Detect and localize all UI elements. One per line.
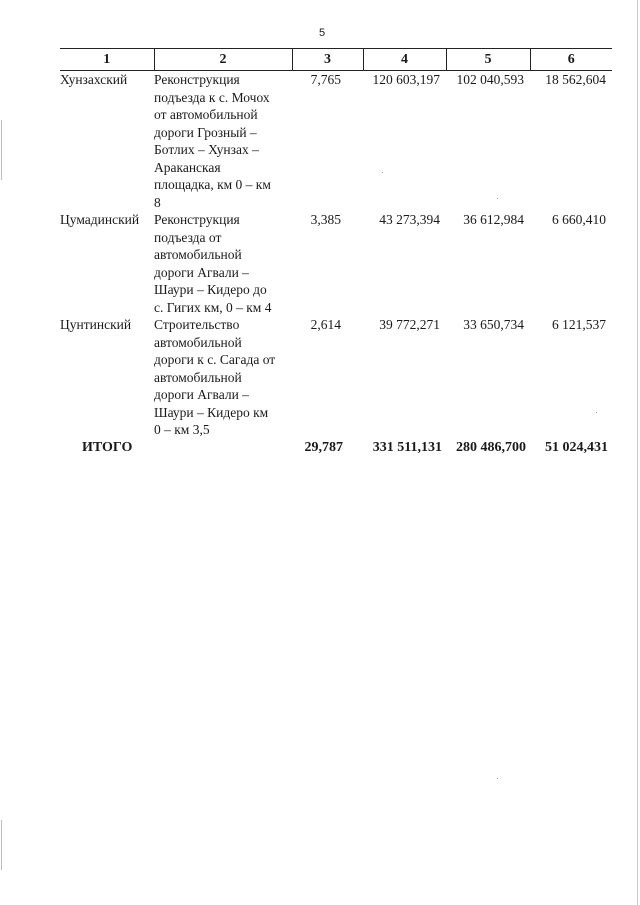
value-cell-col5: 33 650,734 <box>463 317 524 332</box>
scan-edge-mark <box>1 120 2 180</box>
table-row <box>60 316 612 439</box>
table-header-row <box>60 49 612 71</box>
length-cell: 2,614 <box>310 317 341 332</box>
total-label: ИТОГО <box>82 439 133 455</box>
description-line: дороги Грозный – <box>154 124 257 140</box>
table-row <box>60 71 612 212</box>
value-cell-col5: 102 040,593 <box>456 72 524 87</box>
description-line: с. Гигих км, 0 – км 4 <box>154 299 272 315</box>
header-cell-3: 3 <box>292 49 363 71</box>
header-cell-1: 1 <box>60 49 154 71</box>
description-cell <box>154 316 292 439</box>
description-line: площадка, км 0 – км <box>154 177 271 192</box>
description-line: подъезда от <box>154 229 222 245</box>
data-table <box>60 48 612 456</box>
header-cell-2: 2 <box>154 49 292 71</box>
value-cell-col5: 36 612,984 <box>463 212 524 227</box>
description-line: 0 – км 3,5 <box>154 422 210 437</box>
description-line: автомобильной <box>154 369 242 385</box>
region-cell: Цумадинский <box>60 212 140 227</box>
value-cell-col6: 6 121,537 <box>552 317 606 332</box>
scan-speck <box>497 778 498 779</box>
total-length-cell: 29,787 <box>304 439 343 455</box>
value-cell-col6: 18 562,604 <box>545 72 606 87</box>
header-cell-5: 5 <box>446 49 530 71</box>
description-cell <box>154 211 292 316</box>
description-line: от автомобильной <box>154 107 258 122</box>
page-edge-line <box>637 0 638 905</box>
total-row <box>60 439 612 457</box>
description-line: Шаури – Кидеро до <box>154 282 267 297</box>
description-line: автомобильной <box>154 247 242 262</box>
value-cell-col4: 120 603,197 <box>372 72 440 87</box>
description-line: дороги Агвали – <box>154 387 249 402</box>
length-cell: 3,385 <box>310 212 341 227</box>
description-line: 8 <box>154 194 161 210</box>
value-cell-col4: 39 772,271 <box>379 317 440 332</box>
scan-speck <box>497 198 498 199</box>
description-line: автомобильной <box>154 334 242 350</box>
total-cell-col5: 280 486,700 <box>456 439 526 455</box>
header-cell-6: 6 <box>530 49 612 71</box>
description-line: подъезда к с. Мочох <box>154 89 270 105</box>
description-line: Строительство <box>154 317 240 332</box>
scan-speck <box>382 172 383 173</box>
description-line: Араканская <box>154 159 221 175</box>
scan-edge-mark <box>1 820 2 870</box>
value-cell-col6: 6 660,410 <box>552 212 606 227</box>
description-line: Шаури – Кидеро км <box>154 404 269 420</box>
description-line: дороги к с. Сагада от <box>154 352 276 367</box>
region-cell: Хунзахский <box>60 72 128 87</box>
region-cell: Цунтинский <box>60 317 132 332</box>
description-line: Ботлих – Хунзах – <box>154 142 259 157</box>
description-cell <box>154 71 292 212</box>
description-line: Реконструкция <box>154 212 240 227</box>
total-cell-col4: 331 511,131 <box>372 439 442 455</box>
header-cell-4: 4 <box>363 49 446 71</box>
value-cell-col4: 43 273,394 <box>379 212 440 227</box>
length-cell: 7,765 <box>310 72 341 87</box>
page-number: 5 <box>318 27 326 39</box>
scan-speck <box>596 412 597 413</box>
total-cell-col6: 51 024,431 <box>545 439 608 455</box>
table-row <box>60 211 612 316</box>
description-line: дороги Агвали – <box>154 264 249 280</box>
description-line: Реконструкция <box>154 72 240 87</box>
